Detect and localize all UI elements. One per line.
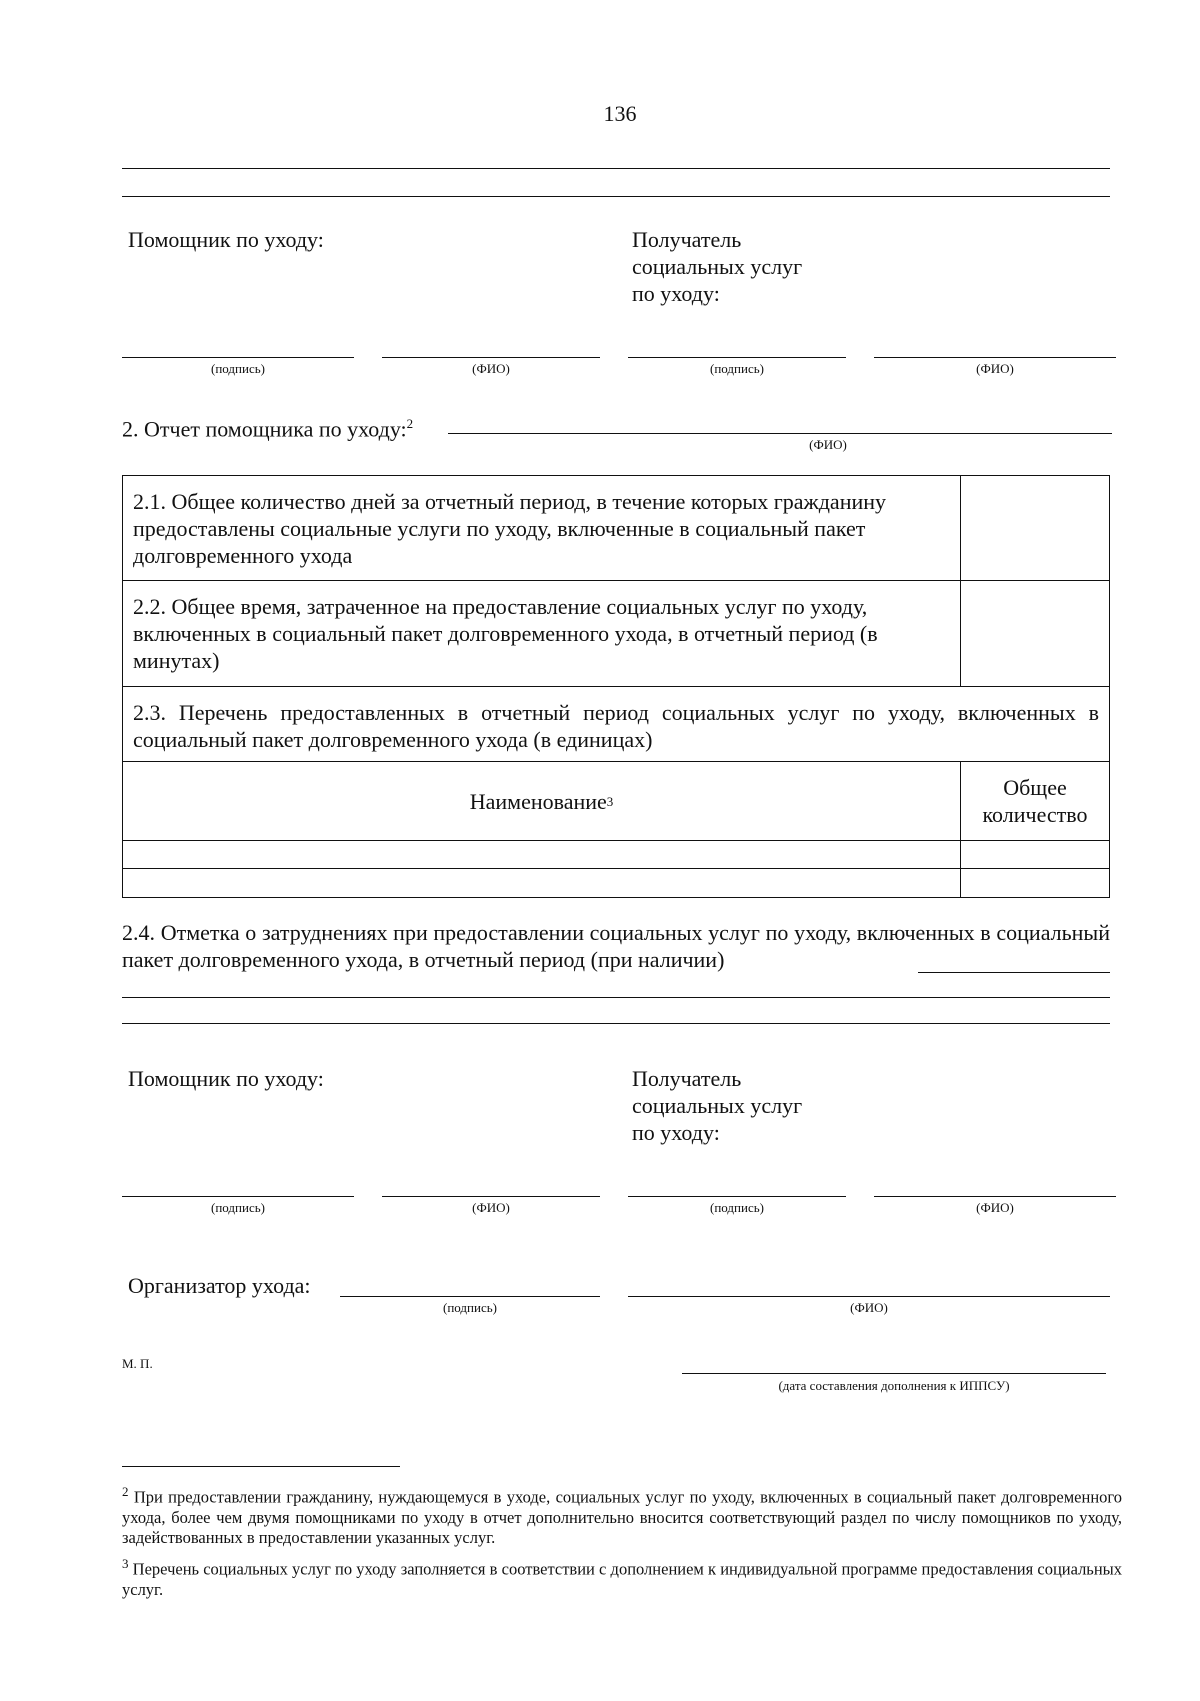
caption-fio: (ФИО): [809, 437, 847, 452]
recipient-label: Получатель социальных услуг по уходу:: [632, 1066, 803, 1145]
assistant-label: Помощник по уходу:: [128, 227, 324, 252]
report-heading: 2. Отчет помощника по уходу:$^2$: [122, 416, 414, 442]
report-table: [122, 475, 1110, 898]
blank-line[interactable]: [122, 1023, 1110, 1024]
qty-cell[interactable]: [960, 869, 1109, 897]
caption-signature: (подпись): [710, 1200, 764, 1215]
caption-date: (дата составления дополнения к ИППСУ): [778, 1378, 1010, 1393]
signature-line[interactable]: [628, 1196, 846, 1197]
signature-line[interactable]: [122, 1196, 354, 1197]
item-2-2: 2.2. Общее время, затраченное на предоставление социальных услуг по уходу, включенных в социальный пакет долговременного ухода, в отчетный период (в минутах): [133, 594, 878, 673]
assistant-label: Помощник по уходу:: [128, 1066, 324, 1091]
blank-line: [122, 196, 1110, 197]
table-row: [123, 580, 1109, 686]
col-qty-header: Общее количество: [960, 762, 1109, 840]
value-cell[interactable]: [960, 581, 1109, 686]
caption-fio: (ФИО): [976, 1200, 1014, 1215]
value-cell[interactable]: [960, 476, 1109, 580]
blank-line: [122, 168, 1110, 169]
caption-signature: (подпись): [211, 361, 265, 376]
col-name-header: Наименование 3: [469, 788, 614, 814]
table-row: [123, 686, 1109, 761]
qty-cell[interactable]: [960, 841, 1109, 868]
caption-fio: (ФИО): [472, 361, 510, 376]
caption-fio: (ФИО): [976, 361, 1014, 376]
signature-line[interactable]: [340, 1296, 600, 1297]
item-2-1: 2.1. Общее количество дней за отчетный период, в течение которых гражданину предоставлены социальные услуги по уходу, включенные в социальный пакет долговременного ухода: [133, 489, 887, 568]
fio-line[interactable]: [874, 357, 1116, 358]
name-cell[interactable]: [123, 841, 960, 868]
fio-line[interactable]: [448, 433, 1112, 434]
fio-line[interactable]: [874, 1196, 1116, 1197]
fio-line[interactable]: [382, 357, 600, 358]
footnote-separator: [122, 1466, 400, 1467]
table-row: [123, 476, 1109, 580]
caption-signature: (подпись): [211, 1200, 265, 1215]
fio-line[interactable]: [628, 1296, 1110, 1297]
organizer-label: Организатор ухода:: [128, 1273, 311, 1298]
footnote-2: $^2$ При предоставлении гражданину, нуждающемуся в уходе, социальных услуг по уходу, включенных в социальный пакет долговременного ухода, более чем двумя помощниками по уходу в отчет дополнительно вносится соответствующий раздел по числу помощников по уходу, задействованных в предоставлении указанных услуг.: [122, 1484, 1123, 1547]
blank-line[interactable]: [918, 972, 1110, 973]
stamp-place: М. П.: [122, 1356, 153, 1371]
table-row: [123, 840, 1109, 868]
page-number: 136: [603, 101, 637, 126]
item-2-4: 2.4. Отметка о затруднениях при предоставлении социальных услуг по уходу, включенных в социальный пакет долговременного ухода, в отчетный период (при наличии): [122, 920, 1110, 972]
caption-fio: (ФИО): [472, 1200, 510, 1215]
name-cell[interactable]: [123, 869, 960, 897]
recipient-label: Получатель социальных услуг по уходу:: [632, 227, 803, 306]
signature-line[interactable]: [628, 357, 846, 358]
caption-signature: (подпись): [710, 361, 764, 376]
item-2-3: 2.3. Перечень предоставленных в отчетный период социальных услуг по уходу, включенных в социальный пакет долговременного ухода (в единицах): [133, 700, 1099, 752]
caption-signature: (подпись): [443, 1300, 497, 1315]
caption-fio: (ФИО): [850, 1300, 888, 1315]
table-row: [123, 868, 1109, 897]
table-header-row: [123, 761, 1109, 840]
fio-line[interactable]: [382, 1196, 600, 1197]
blank-line[interactable]: [122, 997, 1110, 998]
footnote-3: $^3$ Перечень социальных услуг по уходу заполняется в соответствии с дополнением к индивидуальной программе предоставления социальных услуг.: [122, 1556, 1122, 1599]
date-line[interactable]: [682, 1373, 1106, 1374]
signature-line[interactable]: [122, 357, 354, 358]
